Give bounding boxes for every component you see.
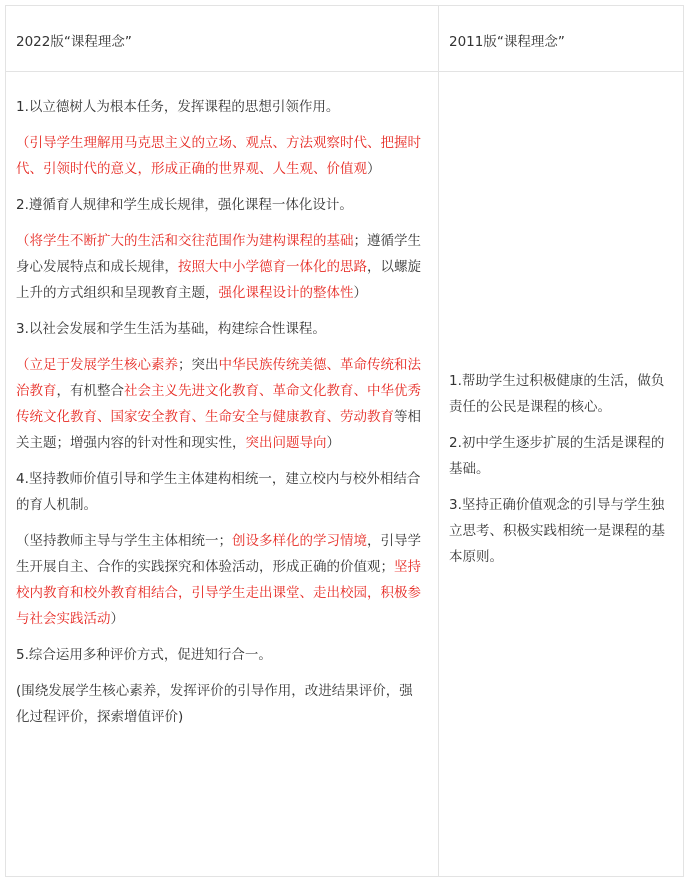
item-3-seg-1: （: [16, 357, 30, 373]
item-1-highlight: 引导学生理解用马克思主义的立场、观点、方法观察时代、把握时代、引领时代的意义，形成正确的世界观、人生观、价值观: [16, 135, 421, 177]
item-2-highlight-1: 将学生不断扩大的生活和交往范围作为建构课程的基础: [29, 233, 354, 249]
item-3-highlight-3: 社会主义先进文化教育、革命文化教育、中华优秀传统文化教育、国家安全教育、生命安全与健康教育、劳动教育: [16, 383, 421, 425]
item-3-highlight-2: 中华民族传统美德、革命传统和法治教育: [16, 357, 421, 399]
item-1-detail: [16, 130, 426, 182]
item-2-seg-3: ，以螺旋上升的方式组织和呈现教育主题，: [16, 259, 421, 301]
item-2011-3: 3.坚持正确价值观念的引导与学生独立思考、积极实践相统一是课程的基本原则。: [449, 497, 665, 565]
item-4-seg-2: ，引导学生开展自主、合作的实践探究和体验活动，形成正确的价值观；: [16, 533, 421, 575]
content-row: [6, 72, 684, 877]
item-3-highlight-1: 立足于发展学生核心素养: [29, 357, 178, 373]
item-2-highlight-2: 按照大中小学德育一体化的思路: [178, 259, 367, 275]
item-2-seg-1: （: [16, 233, 30, 249]
item-3-highlight-4: 突出问题导向: [245, 435, 327, 451]
header-row: [6, 6, 684, 72]
item-2-detail: [16, 228, 426, 306]
item-3-title: 3.以社会发展和学生生活为基础，构建综合性课程。: [16, 321, 326, 337]
item-2-seg-2: ；遵循学生身心发展特点和成长规律，: [16, 233, 421, 275]
item-3-detail: [16, 352, 426, 456]
item-2011-2: 2.初中学生逐步扩展的生活是课程的基础。: [449, 435, 665, 477]
item-1-close: ）: [367, 161, 381, 177]
content-2011: [439, 72, 684, 877]
item-1-open: （: [16, 135, 30, 151]
item-3-seg-2: ；突出: [178, 357, 219, 373]
item-2-title: 2.遵循育人规律和学生成长规律，强化课程一体化设计。: [16, 197, 353, 213]
item-2011-1: 1.帮助学生过积极健康的生活，做负责任的公民是课程的核心。: [449, 373, 665, 415]
item-1-title: 1.以立德树人为根本任务，发挥课程的思想引领作用。: [16, 99, 340, 115]
item-4-seg-1: （坚持教师主导与学生主体相统一；: [16, 533, 232, 549]
item-2-seg-4: ）: [353, 285, 367, 301]
content-2022: [6, 72, 439, 877]
item-3-seg-4: 等相关主题；增强内容的针对性和现实性，: [16, 409, 421, 451]
item-4-seg-3: ）: [110, 611, 124, 627]
item-5-detail: (围绕发展学生核心素养，发挥评价的引导作用，改进结果评价，强化过程评价，探索增值评价): [16, 683, 413, 725]
header-2011: 2011版“课程理念”: [439, 6, 684, 72]
item-4-title: 4.坚持教师价值引导和学生主体建构相统一，建立校内与校外相结合的育人机制。: [16, 471, 421, 513]
item-5-title: 5.综合运用多种评价方式，促进知行合一。: [16, 647, 272, 663]
item-4-detail: [16, 528, 426, 632]
header-2022: 2022版“课程理念”: [6, 6, 439, 72]
item-4-highlight-1: 创设多样化的学习情境: [232, 533, 367, 549]
item-2-highlight-3: 强化课程设计的整体性: [218, 285, 354, 301]
item-3-seg-5: ）: [326, 435, 340, 451]
comparison-table: [5, 5, 684, 877]
item-4-highlight-2: 坚持校内教育和校外教育相结合，引导学生走出课堂、走出校园，积极参与社会实践活动: [16, 559, 421, 627]
item-3-seg-3: ，有机整合: [56, 383, 124, 399]
